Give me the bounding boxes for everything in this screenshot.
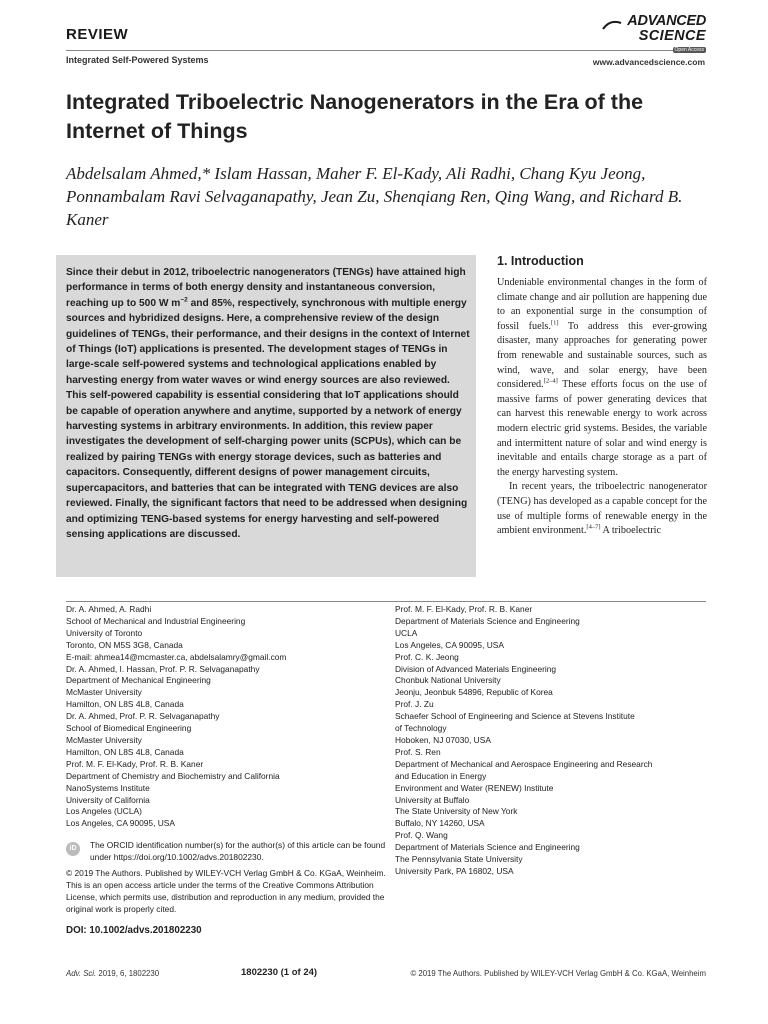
intro-body (497, 276, 707, 539)
doi-link[interactable]: DOI: 10.1002/advs.201802230 (66, 925, 202, 936)
intro-p2-text-b: A triboelectric (600, 525, 662, 537)
intro-paragraph-2 (497, 480, 707, 538)
footer-page-number: 1802230 (1 of 24) (241, 967, 318, 978)
section-type-label: REVIEW (66, 26, 129, 43)
reference-link[interactable]: [2–4] (543, 377, 558, 385)
footer-copyright: © 2019 The Authors. Published by WILEY-VCH Verlag GmbH & Co. KGaA, Weinheim (410, 969, 706, 978)
abstract-part-2: and 85%, respectively, synchronous with multiple energy sources and hybridized designs. Here, a comprehensive review of the design guidelines of TENGs, their performance, and their designs in the context of Internet of Things (IoT) applications is presented. The development stages of TENGs in large-scale self-powered systems and technological applications enabled by harvesting energy from water waves or wind energy sources are also reviewed. This self-powered capability is essential considering that IoT applications should be capable of operation anywhere and anytime, supported by a network of energy harvesting systems in arbitrary environments. In addition, this review paper investigates the development of self-charging power units (SCPUs), which can be realized by pairing TENGs with energy storage devices, such as batteries and capacitors. Consequently, different designs of power management circuits, supercapacitors, and batteries that can be integrated with TENG devices are also reviewed. Finally, the significant factors that need to be addressed when designing and optimizing TENG-based systems for energy harvesting and self-powered sensing applications are discussed. (66, 297, 470, 540)
affiliations-left: Dr. A. Ahmed, A. Radhi School of Mechanical and Industrial Engineering University of Toronto Toronto, ON M5S 3G8, Canada E-mail: ahmea14@mcmaster.ca, abdelsalamry@gmail.com Dr. A. Ahmed, I. Hassan, Prof. P. R. Selvaganapathy Department of Mechanical Engineering McMaster University Hamilton, ON L8S 4L8, Canada Dr. A. Ahmed, Prof. P. R. Selvaganapathy School of Biomedical Engineering McMaster University Hamilton, ON L8S 4L8, Canada Prof. M. F. El-Kady, Prof. R. B. Kaner Department of Chemistry and Biochemistry and California NanoSystems Institute University of California Los Angeles (UCLA) Los Angeles, CA 90095, USA (66, 604, 287, 829)
logo-swoosh-icon (602, 19, 622, 31)
journal-website-link[interactable]: www.advancedscience.com (592, 57, 705, 67)
abstract-text (66, 265, 471, 542)
subject-category: Integrated Self-Powered Systems (66, 55, 209, 65)
reference-link[interactable]: [1] (550, 319, 559, 327)
abstract-unit-superscript: −2 (180, 296, 188, 304)
journal-logo (600, 13, 706, 53)
intro-p1-text-a: Undeniable environmental changes in the form of climate change and air pollution are happening due to an exponential surge in the consumption of fossil fuels. (497, 277, 707, 332)
intro-p1-text-b: To address this ever-growing disaster, many approaches for generating power from renewable and sustainable sources, such as wind, wave, and solar energy, have been considered. (497, 320, 707, 391)
orcid-icon[interactable]: iD (66, 842, 80, 856)
abstract-part-1: Since their debut in 2012, triboelectric nanogenerators (TENGs) have attained high performance in terms of both energy density and instantaneous conversion, reaching up to 500 W m (66, 267, 466, 309)
logo-line-science: SCIENCE (638, 27, 706, 44)
footer-volume-info: 2019, 6, 1802230 (96, 969, 160, 978)
author-list: Abdelsalam Ahmed,* Islam Hassan, Maher F. El-Kady, Ali Radhi, Chang Kyu Jeong, Ponnambalam Ravi Selvaganapathy, Jean Zu, Shenqiang Ren, Qing Wang, and Richard B. Kaner (66, 164, 683, 229)
intro-p2-text-a: In recent years, the triboelectric nanogenerator (TENG) has developed as a capable concept for the use of multiple forms of renewable energy in the ambient environment. (497, 481, 707, 537)
footer-journal-name: Adv. Sci. (66, 969, 97, 978)
intro-paragraph-1 (497, 276, 707, 480)
affiliations-right: Prof. M. F. El-Kady, Prof. R. B. Kaner Department of Materials Science and Engineering UCLA Los Angeles, CA 90095, USA Prof. C. K. Jeong Division of Advanced Materials Engineering Chonbuk National University Jeonju, Jeonbuk 54896, Republic of Korea Prof. J. Zu Schaefer School of Engineering and Science at Stevens Institute of Technology Hoboken, NJ 07030, USA Prof. S. Ren Department of Mechanical and Aerospace Engineering and Research and Education in Energy Environment and Water (RENEW) Institute University at Buffalo The State University of New York Buffalo, NY 14260, USA Prof. Q. Wang Department of Materials Science and Engineering The Pennsylvania State University University Park, PA 16802, USA (395, 604, 653, 876)
license-statement: © 2019 The Authors. Published by WILEY-VCH Verlag GmbH & Co. KGaA, Weinheim. This is an open access article under the terms of the Creative Commons Attribution License, which permits use, distribution and reproduction in any medium, provided the original work is properly cited. (66, 868, 386, 914)
intro-heading: 1. Introduction (497, 254, 584, 268)
orcid-text: The ORCID identification number(s) for the author(s) of this article can be found under https://doi.org/10.1002/advs.201802230. (90, 840, 386, 862)
header-divider (66, 50, 698, 51)
intro-p1-text-c: These efforts focus on the use of massive farms of power generating devices that can harvest this renewable energy to work across modern electric grid systems. Besides, the variable and intermittent nature of solar and wind energy is inevitable and entails charge storage as a part of the energy harvesting system. (497, 379, 707, 478)
open-access-badge: Open Access (674, 47, 704, 53)
footer-citation (66, 969, 159, 978)
reference-link[interactable]: [4–7] (586, 523, 601, 531)
affiliations-divider (66, 601, 706, 602)
logo-line-advanced: ADVANCED (627, 13, 706, 29)
article-title: Integrated Triboelectric Nanogenerators in the Era of the Internet of Things (66, 90, 644, 143)
